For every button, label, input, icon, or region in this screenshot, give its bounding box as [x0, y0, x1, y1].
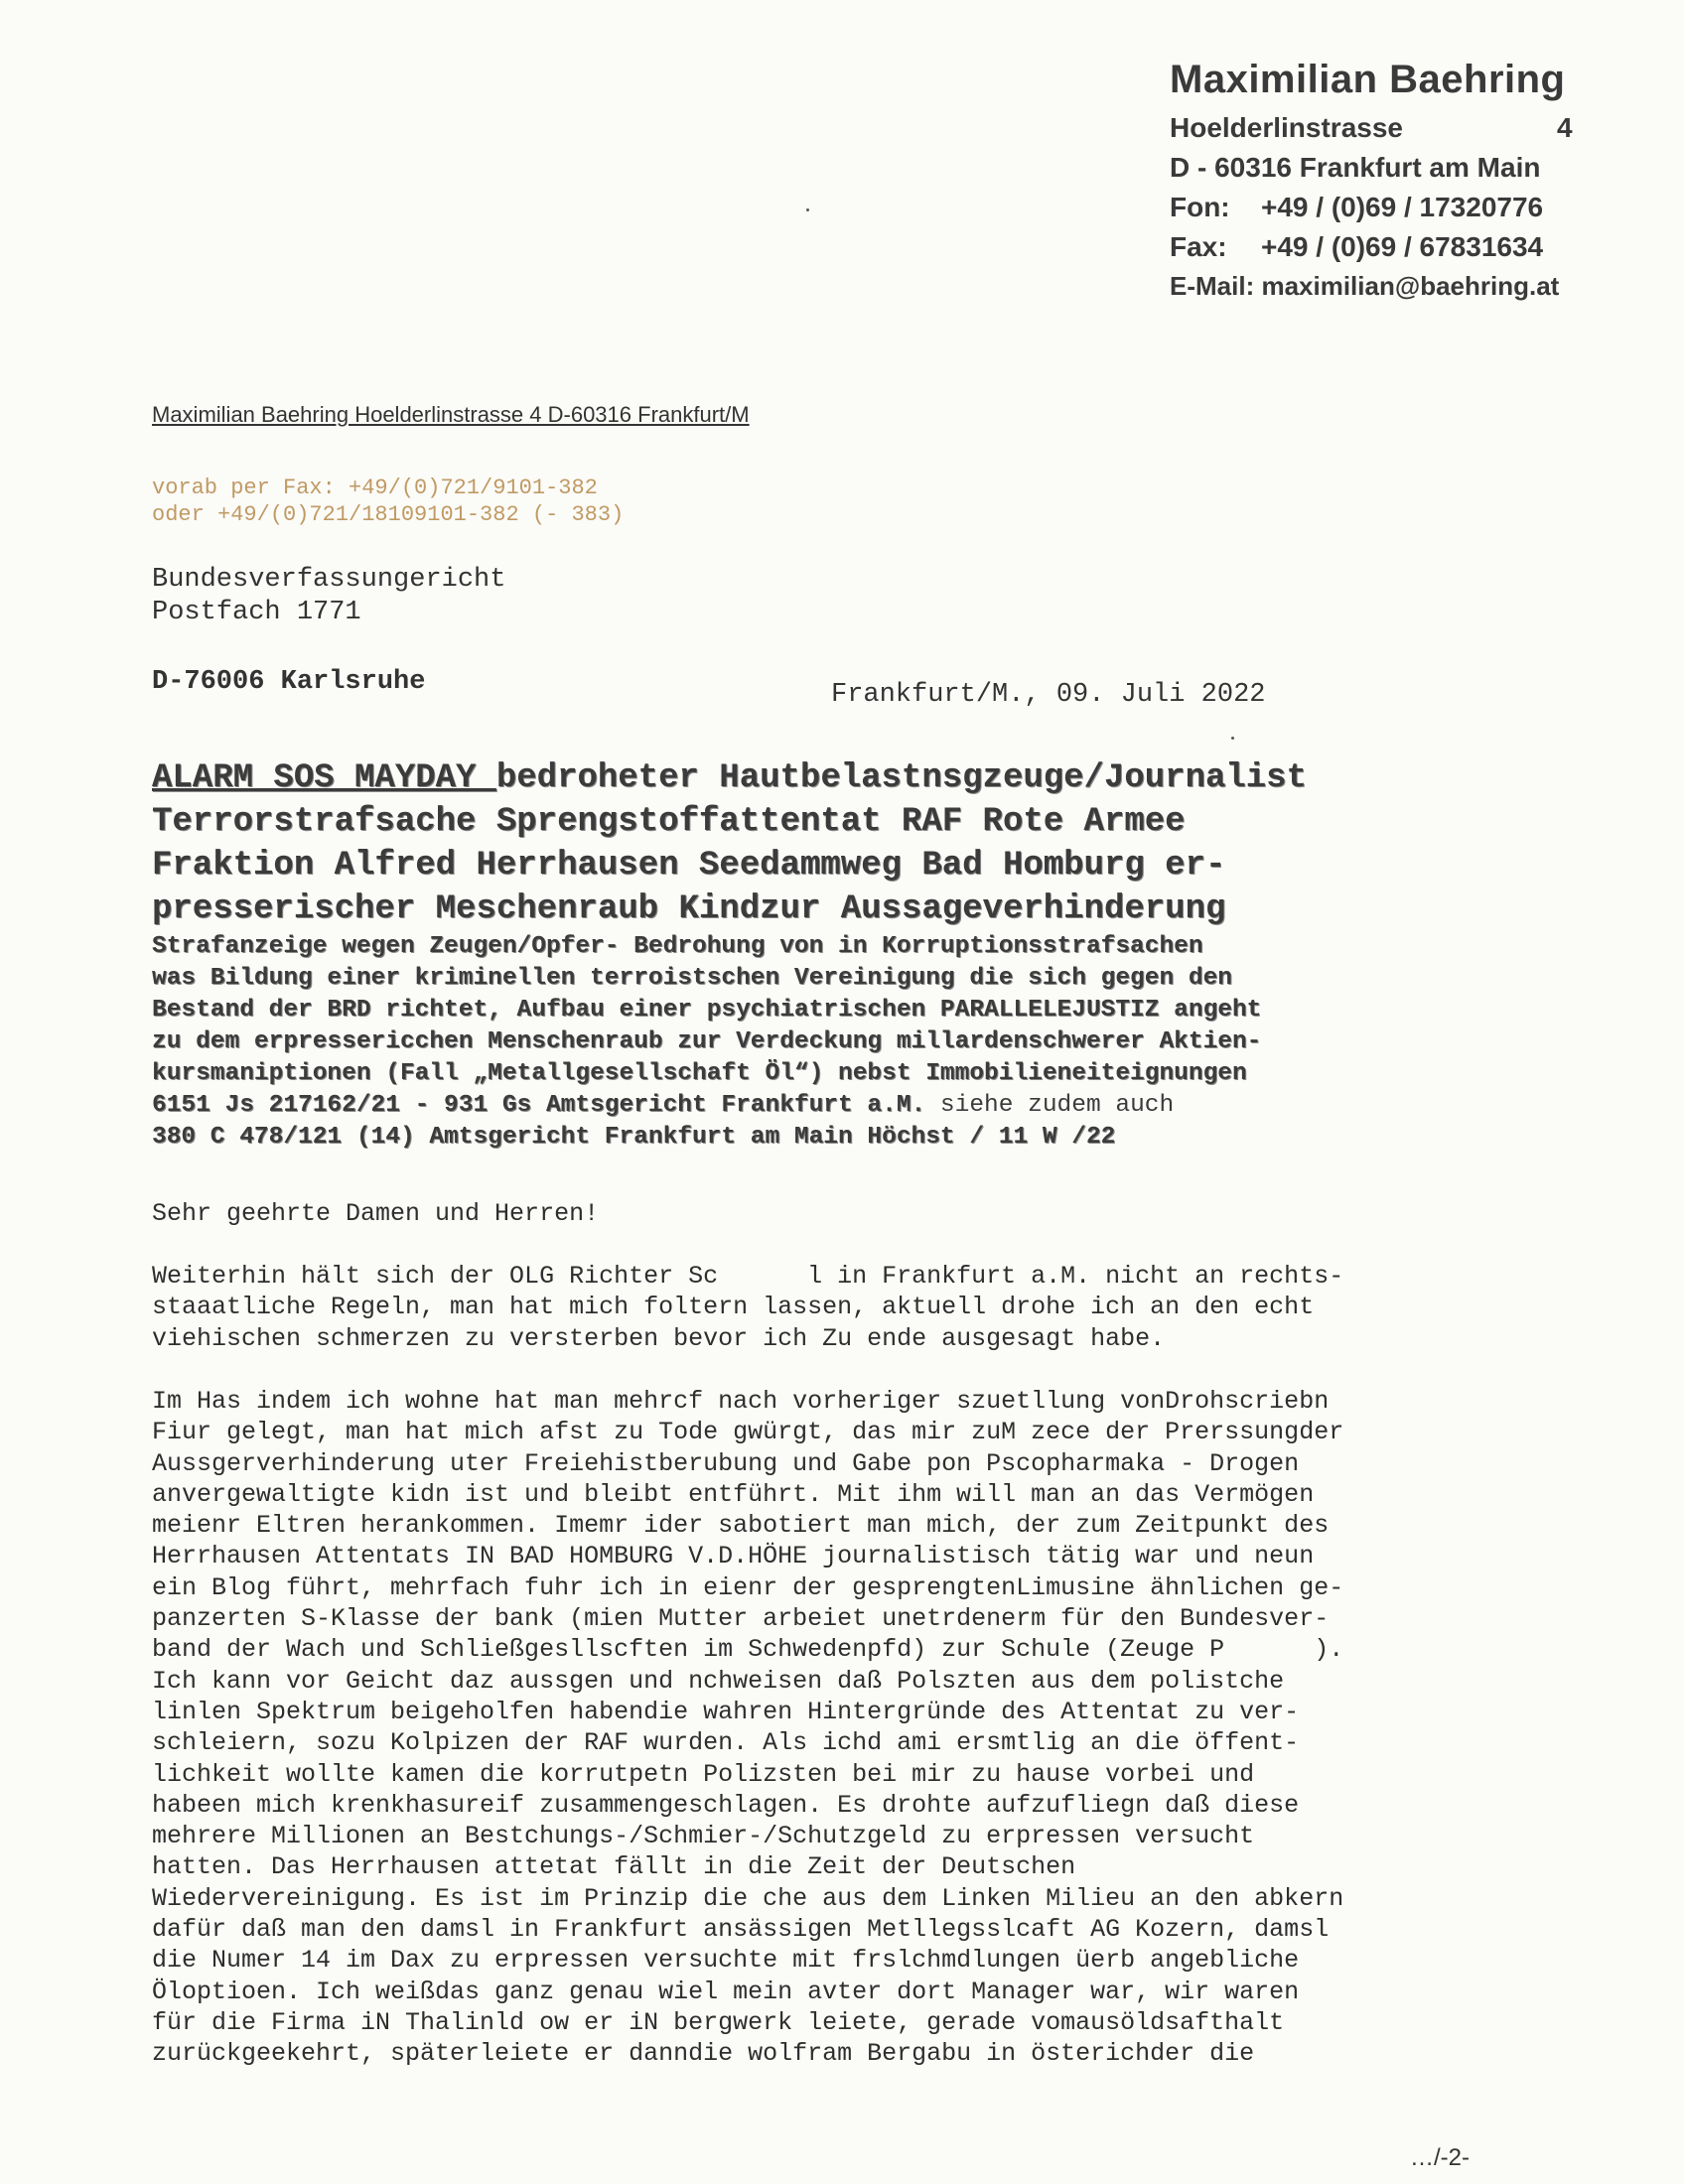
letterhead-fax: +49 / (0)69 / 67831634 [1261, 231, 1544, 262]
recipient-address [152, 564, 505, 629]
page-marker: …/-2- [1410, 2144, 1470, 2171]
subject-line [152, 756, 1482, 800]
subject-line: Terrorstrafsache Sprengstoffattentat RAF Rote Armee [152, 803, 1186, 841]
letterhead-fon-label: Fon: [1170, 192, 1230, 222]
salutation: Sehr geehrte Damen und Herren! [152, 1199, 600, 1228]
letter-date: Frankfurt/M., 09. Juli 2022 [831, 680, 1266, 710]
case-number: 6151 Js 217162/21 - 931 Gs Amtsgericht Frankfurt a.M. [152, 1092, 926, 1119]
sender-line: Maximilian Baehring Hoelderlinstrasse 4 D-60316 Frankfurt/M [152, 402, 750, 427]
subject-detail-line: kursmaniptionen (Fall „Metallgesellschaft Öl“) nebst Immobilieneiteignungen [152, 1060, 1247, 1087]
body-paragraph-2: Im Has indem ich wohne hat man mehrcf nach vorheriger szuetllung vonDrohscriebn Fiur gelegt, man hat mich afst zu Tode gwürgt, das mir zuM zece der Prerssungder Aussgerverhinderung uter Freiehistberubung und Gabe pon Pscopharmaka - Drogen anvergewaltigte kidn ist und bleibt entführt. Mit ihm will man an das Vermögen meienr Eltren herankommen. Imemr ider sabotiert man mich, der zum Zeitpunkt des Herrhausen Attentats IN BAD HOMBURG V.D.HÖHE journalistisch tätig war und neun ein Blog führt, mehrfach fuhr ich in eienr der gesprengtenLimusine ähnlichen ge- panzerten S-Klasse der bank (mien Mutter arbeiet unetrdenerm für den Bundesver- band der Wach und Schließgesllscften im Schwedenpfd) zur Schule (Zeuge P ). Ich kann vor Geicht daz aussgen und nchweisen daß Polszten aus dem polistche linlen Spektrum beigeholfen habendie wahren Hintergründe des Attentat zu ver- schleiern, sozu Kolpizen der RAF wurden. Als ichd ami ersmtlig an die öffent- lichkeit wollte kamen die korrutpetn Polizsten bei mir zu hause vorbei und habeen mich krenkhasureif zusammengeschlagen. Es drohte aufzufliegn daß diese mehrere Millionen an Bestchungs-/Schmier-/Schutzgeld zu erpressen versucht hatten. Das Herrhausen attetat fällt in die Zeit der Deutschen Wiedervereinigung. Es ist im Prinzip die che aus dem Linken Milieu an den abkern dafür daß man den damsl in Frankfurt ansässigen Metllegsslcaft AG Kozern, damsl die Numer 14 im Dax zu erpressen versuchte mit frslchmdlungen üerb angebliche Öloptioen. Ich weißdas ganz genau wiel mein avter dort Manager war, wir waren für die Firma iN Thalinld ow er iN bergwerk leiete, gerade vomausöldsafthalt zurückgeekehrt, späterleiete er danndie wolfram Bergabu in österichder die [152, 1387, 1344, 2069]
body-paragraph-1: Weiterhin hält sich der OLG Richter Sc l in Frankfurt a.M. nicht an rechts- staaatliche Regeln, man hat mich foltern lassen, aktuell drohe ich an den echt viehischen schmerzen zu versterben bevor ich Zu ende ausgesagt habe. [152, 1262, 1344, 1353]
subject-detail-line: zu dem erpressericchen Menschenraub zur Verdeckung millardenschwerer Aktien- [152, 1028, 1262, 1055]
subject-detail-line: Strafanzeige wegen Zeugen/Opfer- Bedrohung von in Korruptionsstrafsachen [152, 933, 1203, 960]
subject-line: Fraktion Alfred Herrhausen Seedammweg Bad Homburg er- [152, 847, 1226, 885]
letterhead-fax-line [1170, 231, 1573, 271]
letterhead-fon: +49 / (0)69 / 17320776 [1261, 192, 1544, 222]
fax-note-line: vorab per Fax: +49/(0)721/9101-382 [152, 476, 598, 500]
letterhead [1170, 58, 1573, 311]
fax-note [152, 475, 624, 528]
speck-mark [1231, 737, 1234, 740]
recipient-name: Bundesverfassungericht [152, 565, 506, 595]
recipient-city: D-76006 Karlsruhe [152, 667, 426, 697]
subject-case-line [152, 1090, 1482, 1122]
letterhead-fon-line [1170, 192, 1573, 231]
subject-alarm: ALARM SOS MAYDAY [152, 759, 496, 797]
letterhead-fax-label: Fax: [1170, 231, 1227, 262]
letterhead-city: D - 60316 Frankfurt am Main [1170, 152, 1541, 183]
fax-note-line: oder +49/(0)721/18109101-382 (- 383) [152, 502, 625, 527]
subject-case-line: 380 C 478/121 (14) Amtsgericht Frankfurt am Main Höchst / 11 W /22 [152, 1124, 1116, 1151]
recipient-po-box: Postfach 1771 [152, 598, 361, 627]
letterhead-street-line [1170, 112, 1573, 152]
subject-detail-line: was Bildung einer kriminellen terroistschen Vereinigung die sich gegen den [152, 965, 1232, 992]
letterhead-name: Maximilian Baehring [1170, 58, 1566, 101]
subject-line: presserischer Meschenraub Kindzur Aussageverhinderung [152, 890, 1226, 928]
speck-mark [806, 208, 809, 211]
letterhead-house-no: 4 [1557, 112, 1573, 143]
letterhead-email: E-Mail: maximilian@baehring.at [1170, 271, 1560, 301]
case-note: siehe zudem auch [925, 1092, 1175, 1119]
letterhead-street: Hoelderlinstrasse [1170, 112, 1403, 143]
subject-block [152, 756, 1482, 1154]
subject-line-text: bedroheter Hautbelastnsgzeuge/Journalist [495, 759, 1307, 797]
subject-detail-line: Bestand der BRD richtet, Aufbau einer psychiatrischen PARALLELEJUSTIZ angeht [152, 997, 1262, 1024]
